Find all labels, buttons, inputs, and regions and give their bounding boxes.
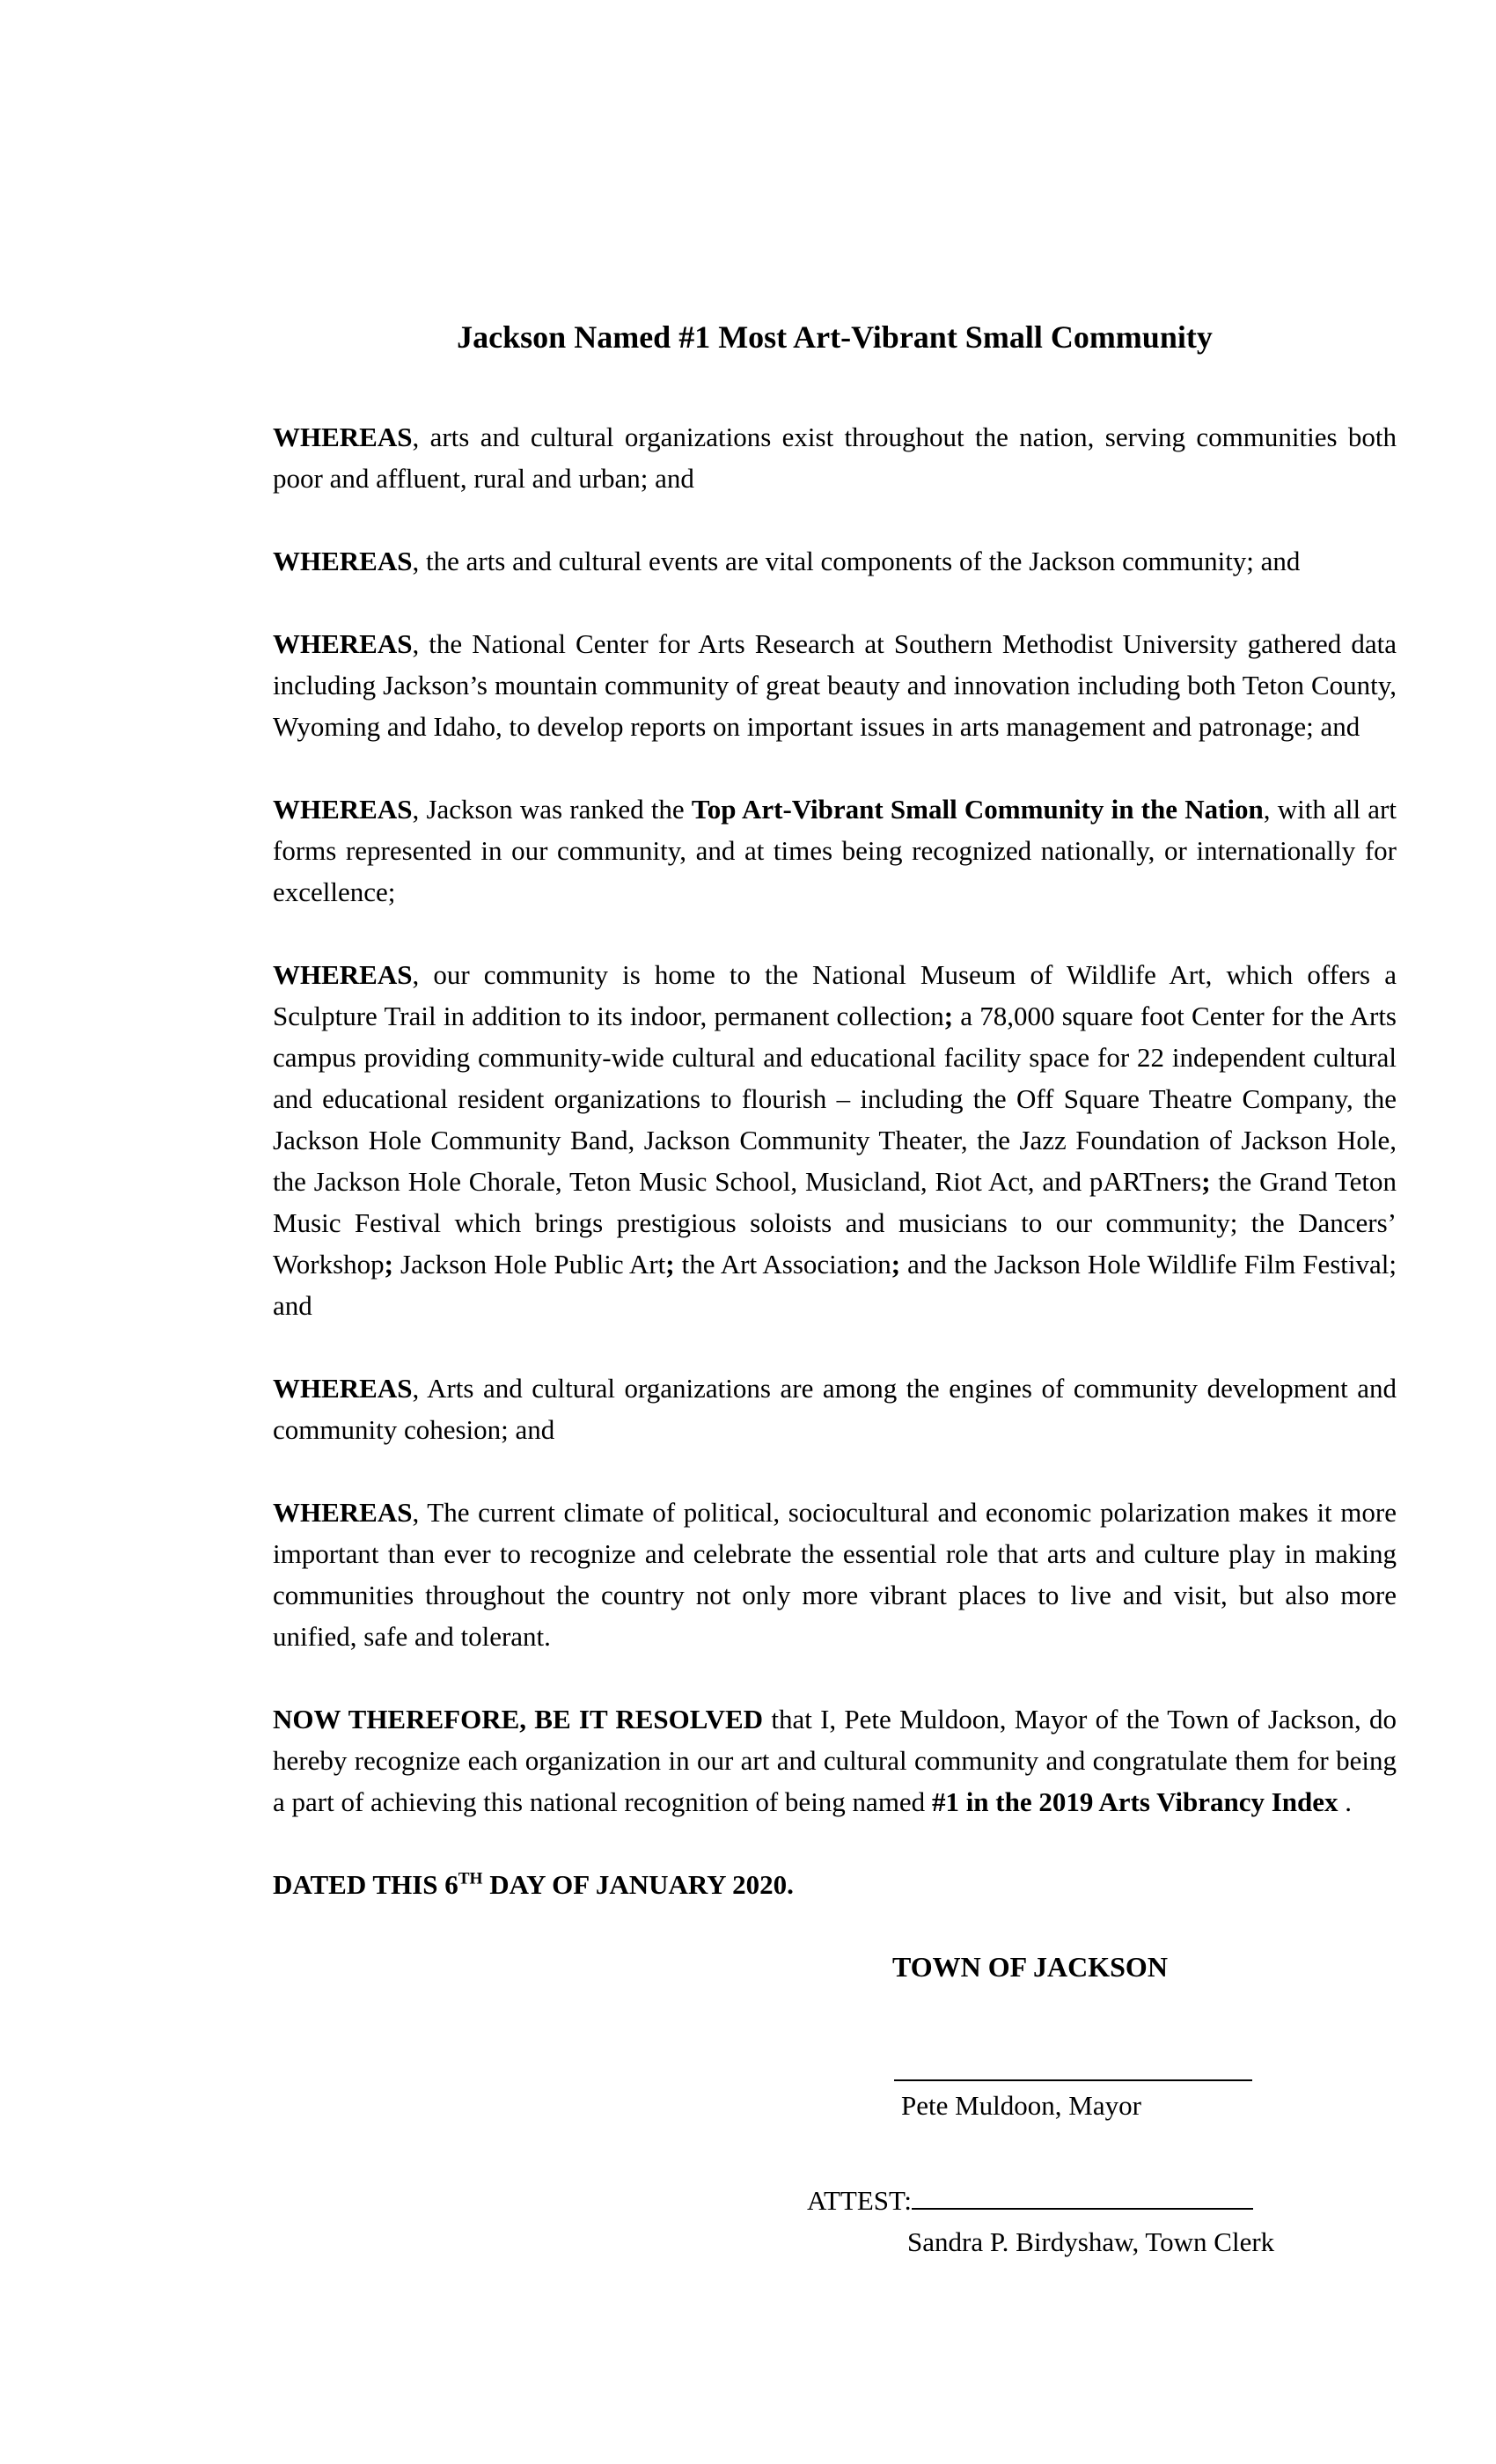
text-run: the Grand Teton Music Festival which brings prestigious soloists and musicians to our community; the Dancers’ Workshop xyxy=(273,1166,1397,1280)
paragraph xyxy=(273,1698,1397,1822)
text-run: , our community is home to the National Museum of Wildlife Art, which offers a Sculpture Trail in addition to its indoor, permanent collection xyxy=(273,959,1397,1031)
text-run: that I, Pete Muldoon, Mayor of the Town of Jackson, do hereby recognize each organization in our art and cultural community and congratulate them for being a part of achieving this national recognition of being named xyxy=(273,1704,1397,1817)
text-run: Top Art-Vibrant Small Community in the Nation xyxy=(691,794,1264,825)
paragraph xyxy=(273,788,1397,913)
text-run: WHEREAS xyxy=(273,794,413,825)
paragraph xyxy=(273,1492,1397,1657)
paragraph xyxy=(273,623,1397,747)
town-of-jackson-heading: TOWN OF JACKSON xyxy=(892,1951,1168,1983)
text-run: , the arts and cultural events are vital components of the Jackson community; and xyxy=(412,546,1301,576)
text-run: WHEREAS xyxy=(273,1373,413,1404)
text-run: WHEREAS xyxy=(273,959,413,990)
paragraph xyxy=(273,1368,1397,1450)
attest-signature-line xyxy=(912,2179,1253,2210)
document-title: Jackson Named #1 Most Art-Vibrant Small Community xyxy=(457,319,1213,355)
text-run: the Art Association xyxy=(674,1249,891,1280)
text-run: , the National Center for Arts Research at Southern Methodist University gathered data including Jackson’s mountain community of great beauty and innovation including both Teton County, Wyoming and Idaho, to develop reports on important issues in arts management and patronage; and xyxy=(273,628,1397,742)
text-run: , with all art forms represented in our community, and at times being recognized nationally, or internationally for excellence; xyxy=(273,794,1397,907)
text-run: DAY OF JANUARY 2020. xyxy=(482,1869,794,1900)
text-run: DATED THIS 6 xyxy=(273,1869,458,1900)
text-run: , The current climate of political, sociocultural and economic polarization makes it more important than ever to recognize and celebrate the essential role that arts and culture play in making communities throughout the country not only more vibrant places to live and visit, but also more unified, safe and tolerant. xyxy=(273,1497,1397,1652)
attest-label: ATTEST: xyxy=(807,2185,913,2216)
text-run: ; xyxy=(1201,1166,1211,1197)
text-run: ; xyxy=(665,1249,675,1280)
text-run: ; xyxy=(384,1249,393,1280)
text-run: ; xyxy=(891,1249,901,1280)
mayor-signature-block xyxy=(894,2079,1252,2126)
text-run: #1 in the 2019 Arts Vibrancy Index xyxy=(931,1786,1338,1817)
text-run: TH xyxy=(458,1869,483,1888)
text-run: WHEREAS xyxy=(273,422,413,452)
paragraph xyxy=(273,954,1397,1326)
text-run: WHEREAS xyxy=(273,546,413,576)
text-run: ; xyxy=(943,1001,954,1031)
text-run: WHEREAS xyxy=(273,628,413,659)
text-run: , Jackson was ranked the xyxy=(412,794,692,825)
clerk-name: Sandra P. Birdyshaw, Town Clerk xyxy=(907,2226,1275,2257)
attest-block xyxy=(807,2179,1397,2262)
text-run: , Arts and cultural organizations are among the engines of community development and community cohesion; and xyxy=(273,1373,1397,1445)
text-run: Jackson Hole Public Art xyxy=(393,1249,666,1280)
document-body xyxy=(273,416,1397,1822)
text-run: , arts and cultural organizations exist throughout the nation, serving communities both poor and affluent, rural and urban; and xyxy=(273,422,1397,494)
text-run: WHEREAS xyxy=(273,1497,413,1528)
text-run: and the Jackson Hole Wildlife Film Festival; and xyxy=(273,1249,1397,1321)
text-run: . xyxy=(1338,1786,1353,1817)
paragraph xyxy=(273,540,1397,582)
dated-line xyxy=(273,1864,1397,1905)
text-run: NOW THEREFORE, BE IT RESOLVED xyxy=(273,1704,764,1734)
attest-row xyxy=(807,2179,1397,2221)
paragraph xyxy=(273,416,1397,499)
mayor-name: Pete Muldoon, Mayor xyxy=(901,2090,1141,2121)
text-run: a 78,000 square foot Center for the Arts campus providing community-wide cultural and educational facility space for 22 independent cultural and educational resident organizations to flourish – including the Off Square Theatre Company, the Jackson Hole Community Band, Jackson Community Theater, the Jazz Foundation of Jackson Hole, the Jackson Hole Chorale, Teton Music School, Musicland, Riot Act, and pARTners xyxy=(273,1001,1397,1197)
